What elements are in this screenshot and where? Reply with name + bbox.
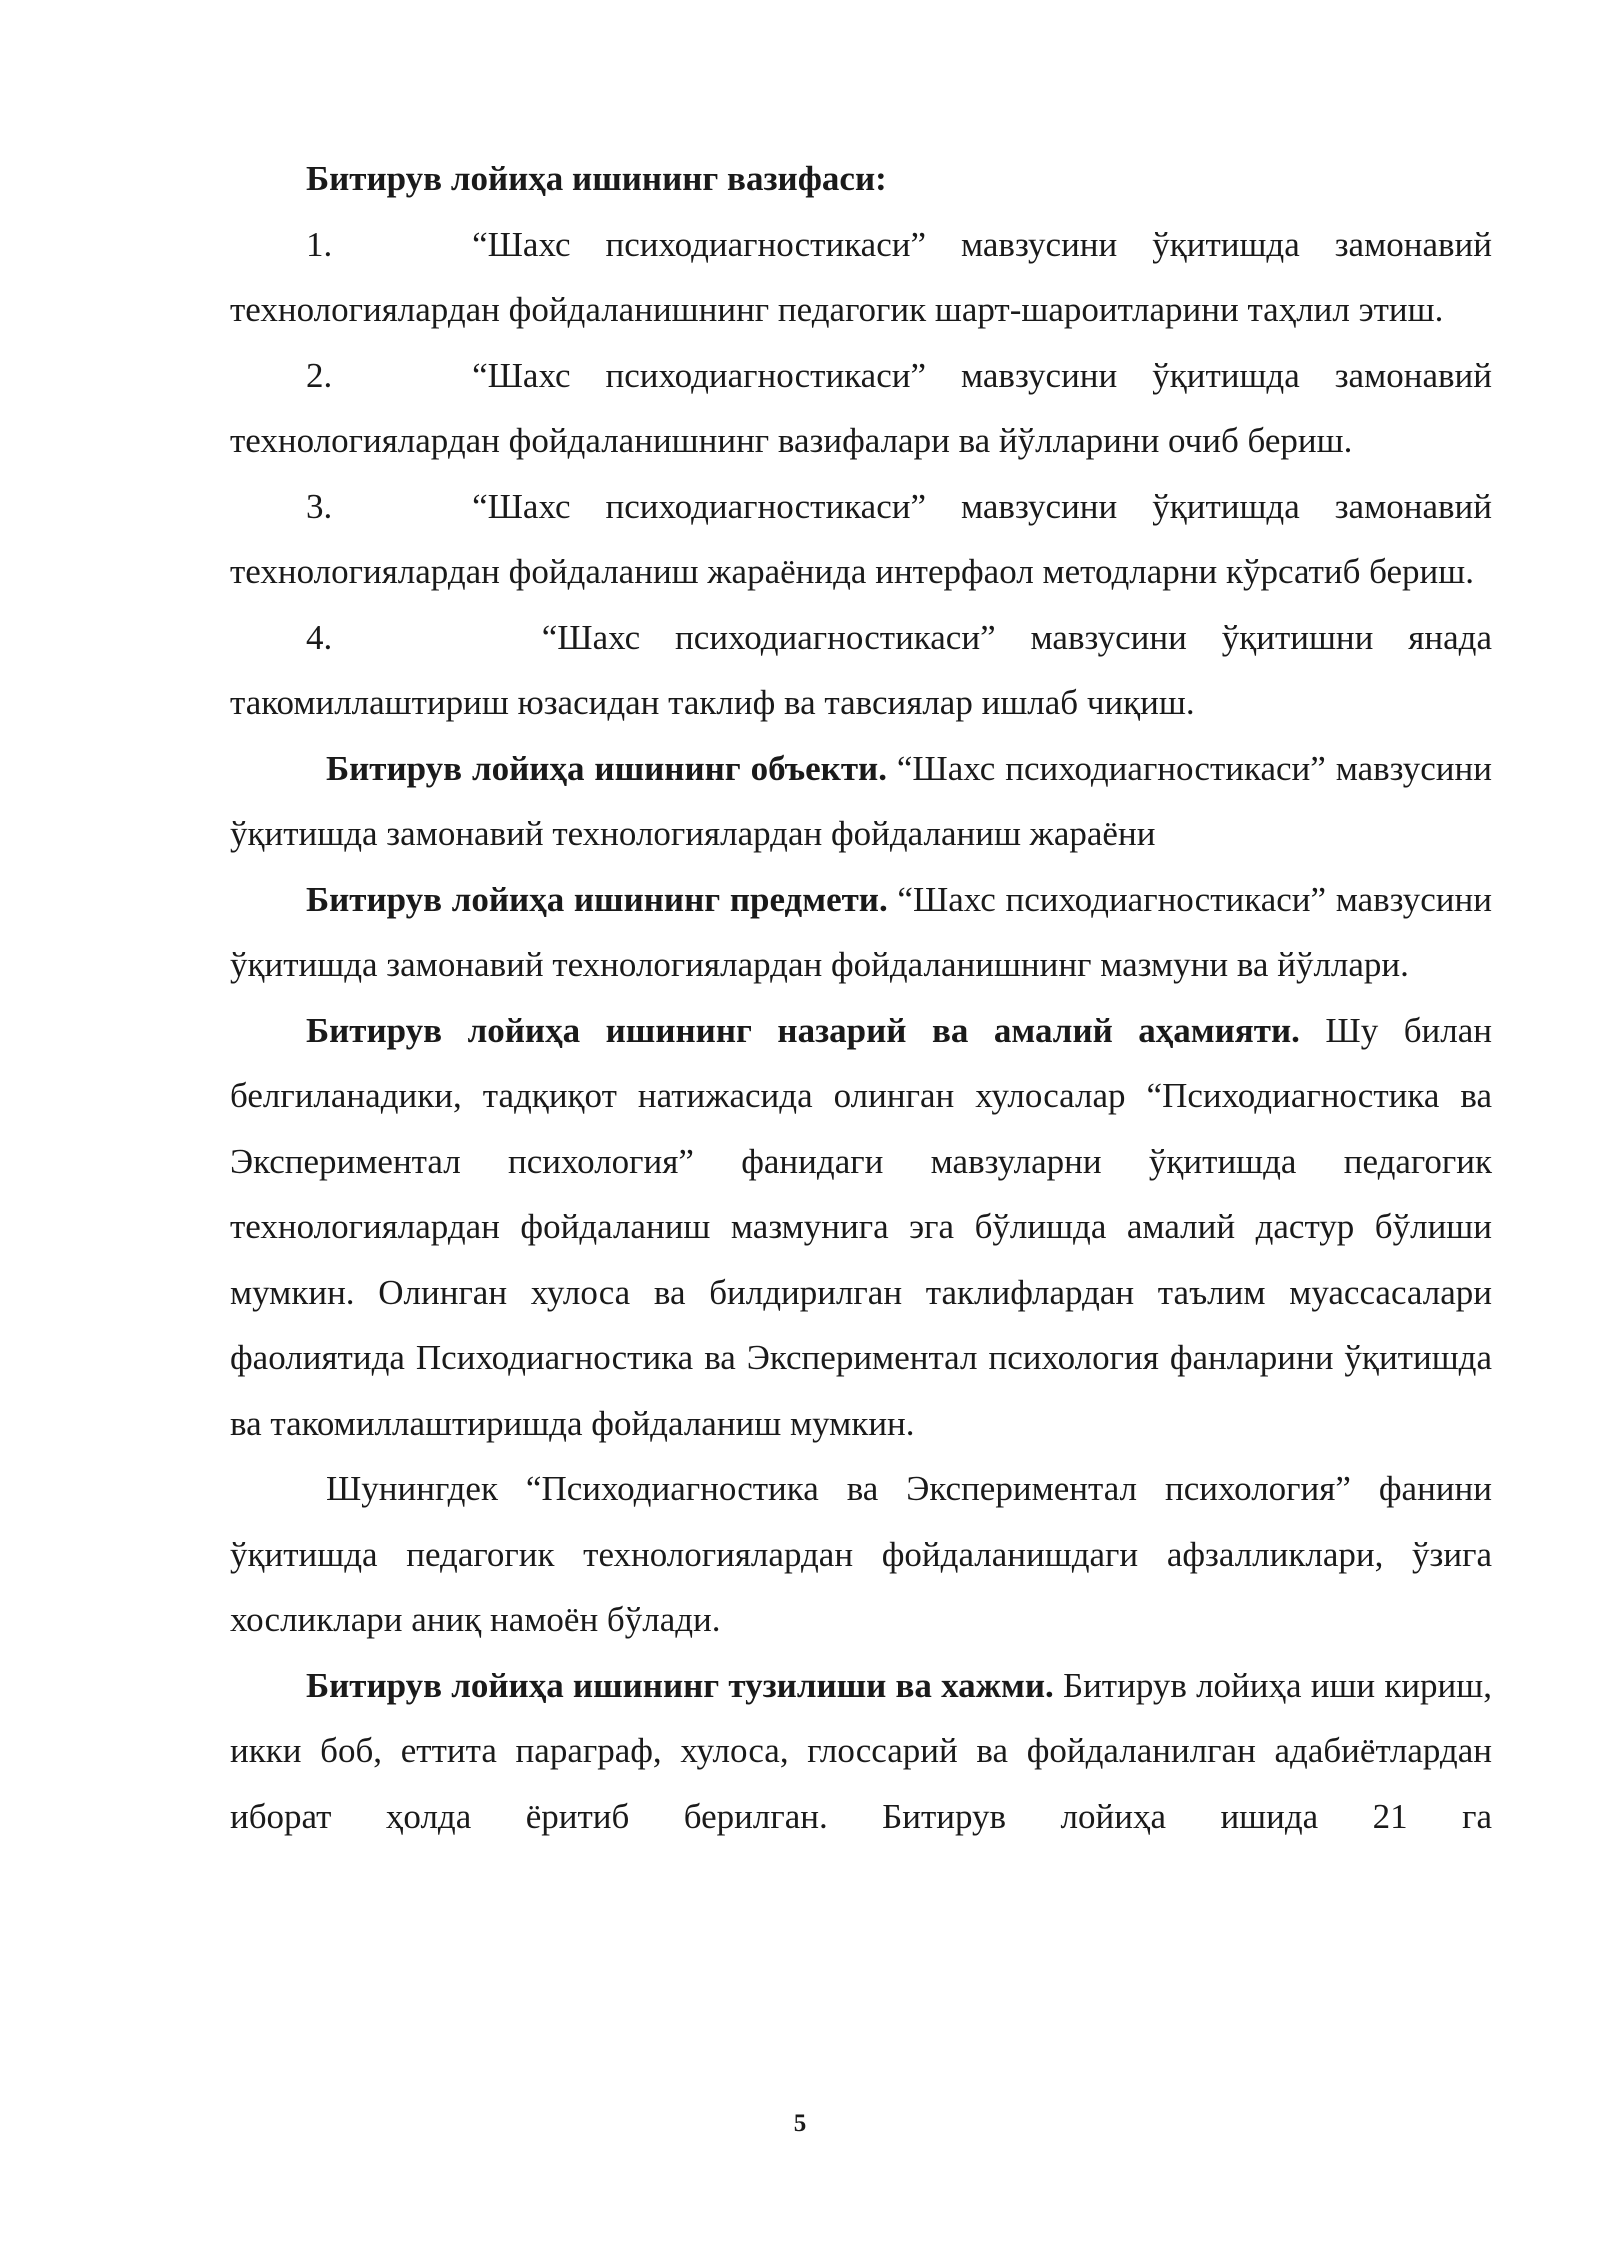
tasks-heading: Битирув лойиҳа ишининг вазифаси: (306, 159, 887, 198)
task-item-1 (230, 212, 1492, 343)
task-text: “Шахс психодиагностикаси” мавзусини ўқитишни янада такомиллаштириш юзасидан таклиф ва тавсиялар ишлаб чиқиш. (230, 617, 1493, 722)
structure-label: Битирув лойиҳа ишининг тузилиши ва хажми. (306, 1665, 1054, 1705)
subject-paragraph (230, 867, 1492, 998)
object-label: Битирув лойиҳа ишининг объекти. (326, 748, 887, 788)
significance-paragraph (230, 998, 1492, 1457)
document-body (230, 146, 1492, 1849)
object-paragraph (230, 736, 1492, 867)
task-number: 4. (306, 617, 333, 657)
task-number: 1. (306, 224, 333, 264)
task-item-4 (230, 605, 1492, 736)
object-text: “Шахс психодиагностикаси” мавзусини ўқитишда замонавий технологиялардан фойдаланиш жараёни (230, 748, 1492, 853)
task-text: “Шахс психодиагностикаси” мавзусини ўқитишда замонавий технологиялардан фойдаланишнинг вазифалари ва йўлларини очиб бериш. (230, 355, 1492, 460)
subject-text: “Шахс психодиагностикаси” мавзусини ўқитишда замонавий технологиялардан фойдаланишнинг мазмуни ва йўллари. (230, 879, 1493, 984)
task-number: 3. (306, 486, 333, 526)
significance-text: Шу билан белгиланадики, тадқиқот натижасида олинган хулосалар “Психодиагностика ва Экспериментал психология” фанидаги мавзуларни ўқитишда педагогик технологиялардан фойдаланиш мазмунига эга бўлишда амалий дастур бўлиши мумкин. Олинган хулоса ва билдирилган таклифлардан таълим муассасалари фаолиятида Психодиагностика ва Экспериментал психология фанларини ўқитишда ва такомиллаштиришда фойдаланиш мумкин. (230, 1010, 1492, 1443)
page-number: 5 (793, 2110, 807, 2137)
task-text: “Шахс психодиагностикаси” мавзусини ўқитишда замонавий технологиялардан фойдаланишнинг педагогик шарт-шароитларини таҳлил этиш. (230, 224, 1492, 329)
task-text: “Шахс психодиагностикаси” мавзусини ўқитишда замонавий технологиялардан фойдаланиш жараёнида интерфаол методларни кўрсатиб бериш. (230, 486, 1492, 591)
task-item-2 (230, 343, 1492, 474)
structure-paragraph (230, 1653, 1492, 1850)
subject-label: Битирув лойиҳа ишининг предмети. (306, 879, 888, 919)
task-item-3 (230, 474, 1492, 605)
also-paragraph: Шунингдек “Психодиагностика ва Экспериментал психология” фанини ўқитишда педагогик технологиялардан фойдаланишдаги афзалликлари, ўзига хосликлари аниқ намоён бўлади. (230, 1469, 1492, 1639)
task-number: 2. (306, 355, 333, 395)
structure-text: Битирув лойиҳа иши кириш, икки боб, еттита параграф, хулоса, глоссарий ва фойдаланилган адабиётлардан иборат ҳолда ёритиб берилган. Битирув лойиҳа ишида 21 га (230, 1665, 1492, 1836)
significance-label: Битирув лойиҳа ишининг назарий ва амалий аҳамияти. (306, 1010, 1300, 1050)
